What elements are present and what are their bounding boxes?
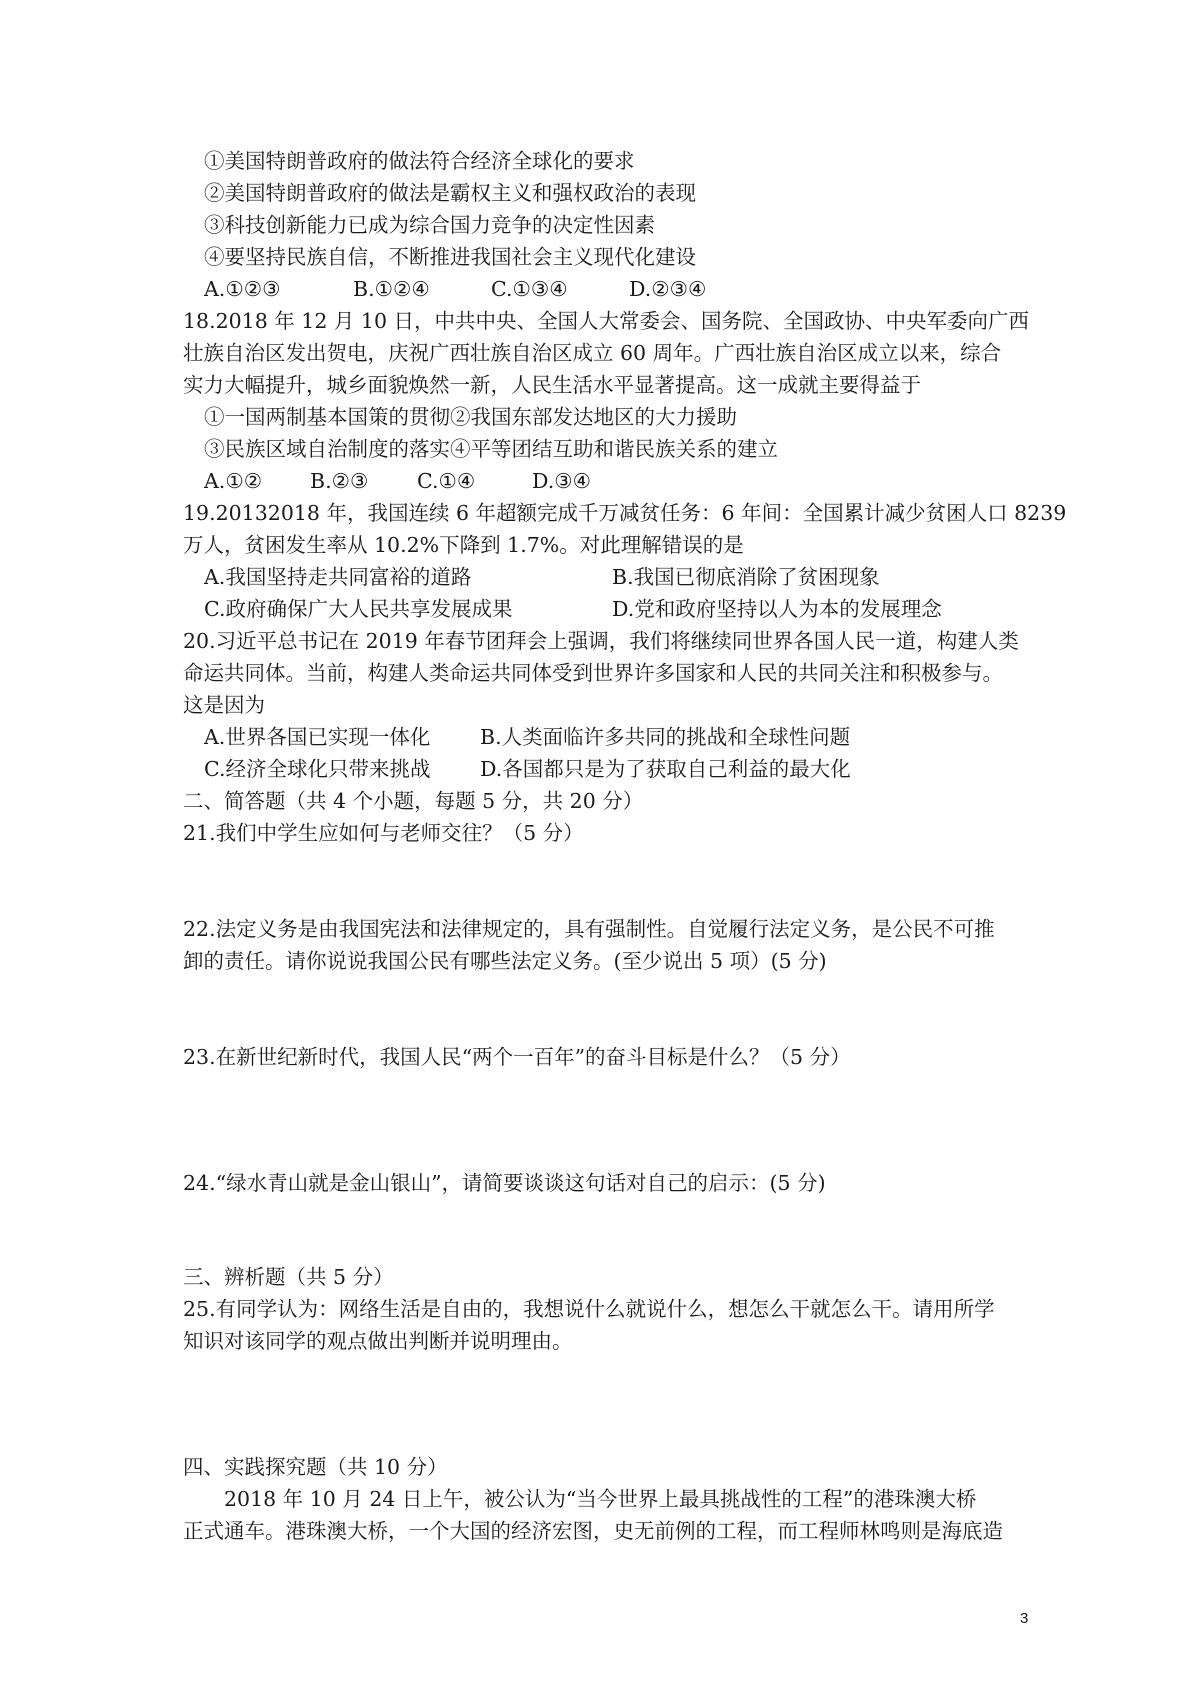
q17-statement-4: ④要坚持民族自信，不断推进我国社会主义现代化建设: [204, 245, 696, 269]
q17-options: [204, 274, 804, 304]
section-heading-short-answer: 二、简答题（共 4 个小题，每题 5 分，共 20 分）: [183, 789, 644, 813]
q20-option-b: B.人类面临许多共同的挑战和全球性问题: [480, 725, 851, 749]
q17-option-b: B.①②④: [353, 277, 430, 301]
q22-line-2: 卸的责任。请你说说我国公民有哪些法定义务。(至少说出 5 项）(5 分): [183, 949, 827, 973]
q19-option-c: C.政府确保广大人民共享发展成果: [204, 597, 513, 621]
q20-option-a: A.世界各国已实现一体化: [204, 725, 431, 749]
q20-option-c: C.经济全球化只带来挑战: [204, 757, 431, 781]
q19-option-d: D.党和政府坚持以人为本的发展理念: [612, 597, 942, 621]
q17-option-c: C.①③④: [491, 277, 568, 301]
q25-line-2: 知识对该同学的观点做出判断并说明理由。: [183, 1329, 573, 1353]
q17-option-d: D.②③④: [629, 277, 707, 301]
q18-line-2: 壮族自治区发出贺电，庆祝广西壮族自治区成立 60 周年。广西壮族自治区成立以来，综合: [183, 341, 1002, 365]
passage-line-2: 正式通车。港珠澳大桥，一个大国的经济宏图，史无前例的工程，而工程师林鸣则是海底造: [183, 1519, 1003, 1543]
page-number: 3: [1020, 1610, 1029, 1627]
passage-line-1: 2018 年 10 月 24 日上午，被公认为“当今世界上最具挑战性的工程”的港珠澳大桥: [224, 1487, 977, 1511]
q18-line-1: 18.2018 年 12 月 10 日，中共中央、全国人大常委会、国务院、全国政协、中央军委向广西: [183, 309, 1030, 333]
section-heading-analysis: 三、辨析题（共 5 分）: [183, 1265, 394, 1289]
q22-line-1: 22.法定义务是由我国宪法和法律规定的，具有强制性。自觉履行法定义务，是公民不可推: [183, 917, 995, 941]
q18-statement-2: ③民族区域自治制度的落实④平等团结互助和谐民族关系的建立: [204, 437, 778, 461]
q18-options: [204, 466, 704, 496]
q18-line-3: 实力大幅提升，城乡面貌焕然一新，人民生活水平显著提高。这一成就主要得益于: [183, 373, 921, 397]
q24: 24.“绿水青山就是金山银山”，请简要谈谈这句话对自己的启示：(5 分): [183, 1171, 826, 1195]
q19-line-1: 19.20132018 年，我国连续 6 年超额完成千万减贫任务：6 年间：全国累计减少贫困人口 8239: [183, 501, 1067, 525]
q17-statement-2: ②美国特朗普政府的做法是霸权主义和强权政治的表现: [204, 181, 696, 205]
q18-option-d: D.③④: [532, 469, 591, 493]
q20-line-2: 命运共同体。当前，构建人类命运共同体受到世界许多国家和人民的共同关注和积极参与。: [183, 661, 1003, 685]
q19-option-a: A.我国坚持走共同富裕的道路: [204, 565, 472, 589]
q18-option-a: A.①②: [204, 469, 263, 493]
q17-option-a: A.①②③: [204, 277, 281, 301]
section-heading-practice: 四、实践探究题（共 10 分）: [183, 1455, 448, 1479]
q19-line-2: 万人，贫困发生率从 10.2%下降到 1.7%。对此理解错误的是: [183, 533, 744, 557]
q19-option-b: B.我国已彻底消除了贫困现象: [612, 565, 880, 589]
q21: 21.我们中学生应如何与老师交往？（5 分）: [183, 821, 584, 845]
q25-line-1: 25.有同学认为：网络生活是自由的，我想说什么就说什么，想怎么干就怎么干。请用所学: [183, 1297, 995, 1321]
q20-line-1: 20.习近平总书记在 2019 年春节团拜会上强调，我们将继续同世界各国人民一道，构建人类: [183, 629, 1019, 653]
q20-option-d: D.各国都只是为了获取自己利益的最大化: [480, 757, 851, 781]
q17-statement-1: ①美国特朗普政府的做法符合经济全球化的要求: [204, 149, 635, 173]
q18-option-b: B.②③: [310, 469, 369, 493]
q23: 23.在新世纪新时代，我国人民“两个一百年”的奋斗目标是什么？（5 分）: [183, 1045, 851, 1069]
q20-line-3: 这是因为: [183, 693, 265, 717]
q18-statement-1: ①一国两制基本国策的贯彻②我国东部发达地区的大力援助: [204, 405, 737, 429]
q18-option-c: C.①④: [417, 469, 476, 493]
q17-statement-3: ③科技创新能力已成为综合国力竞争的决定性因素: [204, 213, 655, 237]
